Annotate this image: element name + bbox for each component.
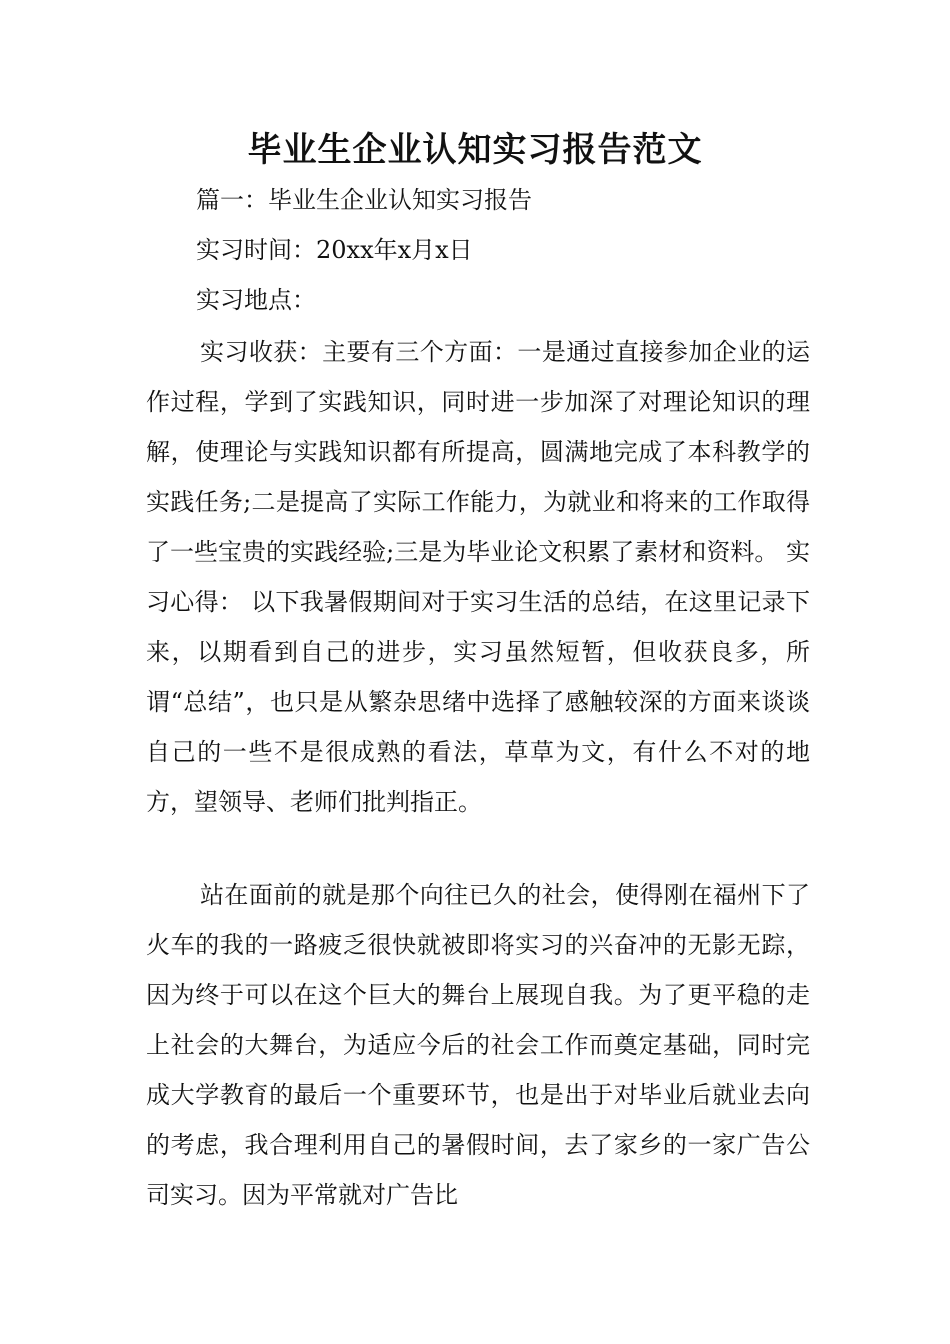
- internship-time: 实习时间：20xx年x月x日: [196, 236, 473, 264]
- document-title: 毕业生企业认知实习报告范文: [247, 130, 703, 170]
- body-paragraph: 实习收获：主要有三个方面：一是通过直接参加企业的运作过程，学到了实践知识，同时进一步加深了对理论知识的理解，使理论与实践知识都有所提高，圆满地完成了本科教学的实践任务;二是提高了实际工作能力，为就业和将来的工作取得了一些宝贵的实践经验;三是为毕业论文积累了素材和资料。 实习心得： 以下我暑假期间对于实习生活的总结，在这里记录下来，以期看到自己的进步，实习虽然短暂，但收获良多，所谓“总结”，也只是从繁杂思绪中选择了感触较深的方面来谈谈自己的一些不是很成熟的看法，草草为文，有什么不对的地方，望领导、老师们批判指正。: [146, 338, 810, 816]
- internship-place: 实习地点：: [196, 286, 316, 314]
- body-paragraph: 站在面前的就是那个向往已久的社会，使得刚在福州下了火车的我的一路疲乏很快就被即将实习的兴奋冲的无影无踪，因为终于可以在这个巨大的舞台上展现自我。为了更平稳的走上社会的大舞台，为适应今后的社会工作而奠定基础，同时完成大学教育的最后一个重要环节，也是出于对毕业后就业去向的考虑，我合理利用自己的暑假时间，去了家乡的一家广告公司实习。因为平常就对广告比: [146, 881, 810, 1209]
- section-heading: 篇一：毕业生企业认知实习报告: [196, 186, 532, 214]
